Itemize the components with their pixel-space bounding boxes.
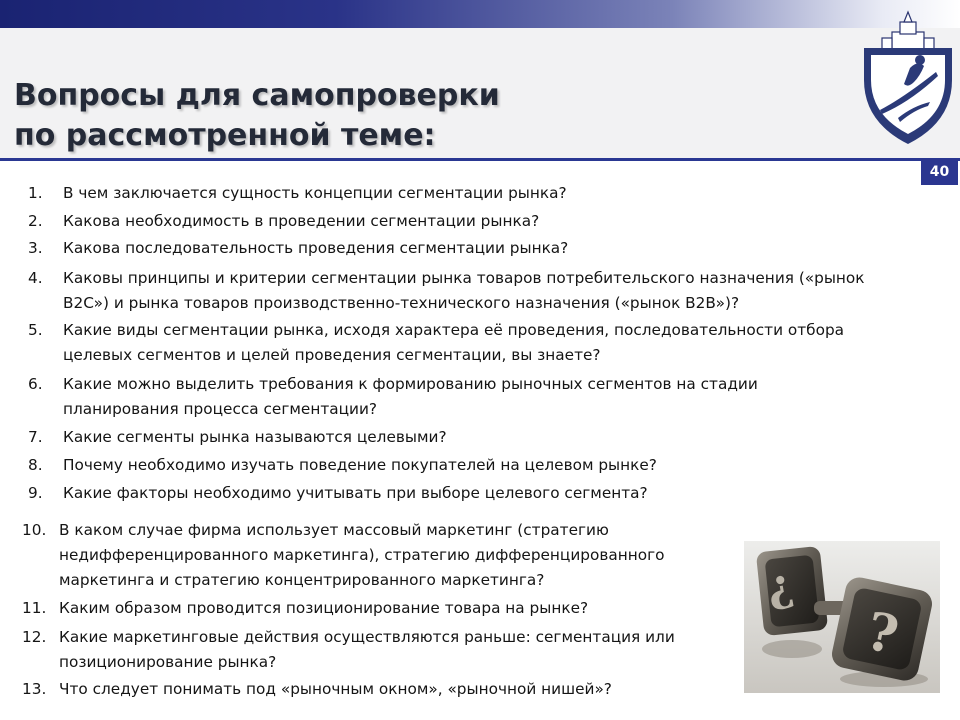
item-number: 6. (28, 375, 43, 393)
item-number: 9. (28, 484, 43, 502)
item-text: Какие сегменты рынка называются целевыми? (63, 428, 447, 446)
item-number: 13. (22, 680, 47, 698)
item-text: Какие виды сегментации рынка, исходя характера её проведения, последовательности отбора целевых сегментов и целей проведения сегментации, вы знаете? (63, 321, 845, 364)
svg-text:?: ? (861, 600, 904, 667)
item-number: 5. (28, 321, 43, 339)
item-number: 10. (22, 521, 47, 539)
item-number: 3. (28, 239, 43, 257)
item-text: Какова последовательность проведения сегментации рынка? (63, 239, 569, 257)
item-number: 1. (28, 184, 43, 202)
item-text: Каковы принципы и критерии сегментации рынка товаров потребительского назначения («рынок B2C») и рынка товаров производственно-технического назначения («рынок B2B»)? (63, 269, 865, 312)
item-number: 11. (22, 599, 47, 617)
item-text: Каким образом проводится позиционирование товара на рынке? (59, 599, 589, 617)
page-number-badge: 40 (921, 159, 958, 185)
item-number: 7. (28, 428, 43, 446)
university-emblem-logo (858, 10, 958, 150)
item-text: В каком случае фирма использует массовый маркетинг (стратегию недифференцированного маркетинга), стратегию дифференцированного маркетинга и стратегию концентрированного маркетинга? (59, 521, 665, 589)
item-text: Какие факторы необходимо учитывать при выборе целевого сегмента? (63, 484, 648, 502)
item-text: Какие маркетинговые действия осуществляются раньше: сегментация или позиционирование рынка? (59, 628, 675, 671)
item-number: 2. (28, 212, 43, 230)
item-text: Что следует понимать под «рыночным окном», «рыночной нишей»? (59, 680, 612, 698)
item-text: Какие можно выделить требования к формированию рыночных сегментов на стадии планирования процесса сегментации? (63, 375, 758, 418)
item-text: Почему необходимо изучать поведение покупателей на целевом рынке? (63, 456, 657, 474)
title-header (0, 28, 960, 158)
svg-text:?: ? (763, 563, 798, 619)
item-number: 12. (22, 628, 47, 646)
header-divider (0, 158, 960, 161)
item-text: В чем заключается сущность концепции сегментации рынка? (63, 184, 567, 202)
item-number: 8. (28, 456, 43, 474)
item-text: Какова необходимость в проведении сегментации рынка? (63, 212, 540, 230)
question-mark-cufflinks-photo (744, 541, 940, 693)
top-gradient-bar (0, 0, 960, 28)
item-number: 4. (28, 269, 43, 287)
slide-title: Вопросы для самопроверки по рассмотренной теме: (14, 78, 500, 153)
